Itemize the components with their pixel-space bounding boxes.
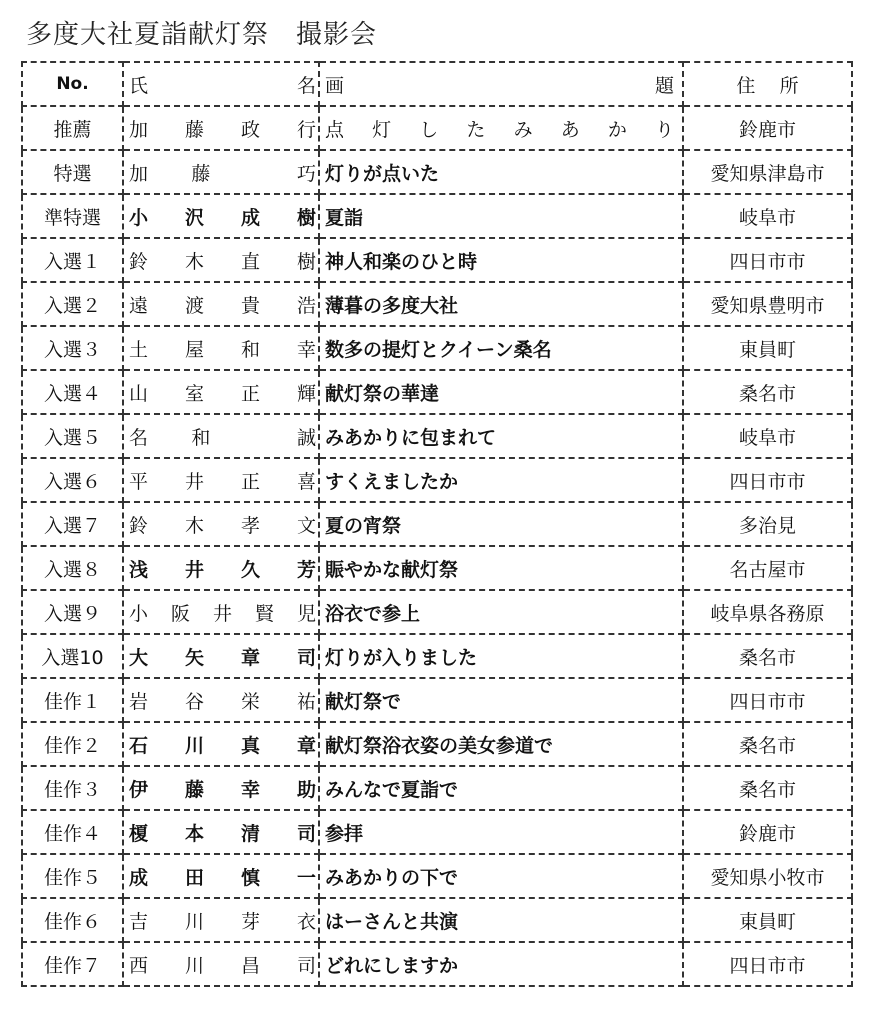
award-rank: 佳作６ xyxy=(22,898,123,942)
name-char: 和 xyxy=(191,426,211,449)
page-title: 多度大社夏詣献灯祭 撮影会 xyxy=(26,20,378,50)
results-table-body xyxy=(22,62,852,986)
name-char: 室 xyxy=(184,382,204,405)
name-char: 小 xyxy=(129,602,149,625)
award-rank: 佳作１ xyxy=(22,678,123,722)
name-char: 司 xyxy=(296,646,316,669)
header-address-part: 住 xyxy=(736,74,756,97)
name-char: 矢 xyxy=(184,646,204,669)
photographer-name xyxy=(123,194,319,238)
name-char: 大 xyxy=(129,646,149,669)
name-char: 榎 xyxy=(129,822,149,845)
table-row xyxy=(22,194,852,238)
name-char: 浅 xyxy=(129,558,149,581)
photo-title: どれにしますか xyxy=(319,942,683,986)
name-char: 山 xyxy=(129,382,149,405)
table-row xyxy=(22,590,852,634)
name-char: 清 xyxy=(240,822,260,845)
photo-title: 神人和楽のひと時 xyxy=(319,238,683,282)
name-char: 川 xyxy=(184,910,204,933)
table-row xyxy=(22,414,852,458)
photo-title: はーさんと共演 xyxy=(319,898,683,942)
name-char: 井 xyxy=(184,558,204,581)
table-row xyxy=(22,854,852,898)
table-row xyxy=(22,370,852,414)
address: 四日市市 xyxy=(683,458,852,502)
header-name-part: 名 xyxy=(296,74,316,97)
name-char: 川 xyxy=(184,734,204,757)
photographer-name xyxy=(123,546,319,590)
photographer-name xyxy=(123,458,319,502)
photographer-name xyxy=(123,106,319,150)
table-row xyxy=(22,458,852,502)
name-char: 喜 xyxy=(296,470,316,493)
name-char: 司 xyxy=(296,954,316,977)
name-char: 賢 xyxy=(254,602,274,625)
name-char: 芽 xyxy=(240,910,260,933)
table-row xyxy=(22,326,852,370)
photo-title: 参拝 xyxy=(319,810,683,854)
name-char: 名 xyxy=(129,426,149,449)
table-row xyxy=(22,810,852,854)
table-row xyxy=(22,502,852,546)
name-char: 衣 xyxy=(296,910,316,933)
name-char: 藤 xyxy=(184,778,204,801)
address: 桑名市 xyxy=(683,766,852,810)
award-rank: 佳作４ xyxy=(22,810,123,854)
name-char: 栄 xyxy=(240,690,260,713)
name-char: 吉 xyxy=(129,910,149,933)
name-char: 木 xyxy=(184,514,204,537)
name-char: 直 xyxy=(240,250,260,273)
header-name xyxy=(123,62,319,106)
table-row xyxy=(22,898,852,942)
name-char: 阪 xyxy=(170,602,190,625)
name-char: 樹 xyxy=(296,250,316,273)
photo-title: 夏の宵祭 xyxy=(319,502,683,546)
name-char: 一 xyxy=(296,866,316,889)
photo-title: 献灯祭で xyxy=(319,678,683,722)
award-rank: 入選５ xyxy=(22,414,123,458)
name-char: 幸 xyxy=(240,778,260,801)
photographer-name xyxy=(123,722,319,766)
name-char: 岩 xyxy=(129,690,149,713)
title-char: 灯 xyxy=(372,118,392,141)
header-no: No. xyxy=(22,62,123,106)
photo-title-text xyxy=(325,115,674,142)
award-rank: 準特選 xyxy=(22,194,123,238)
award-rank: 入選２ xyxy=(22,282,123,326)
name-char: 昌 xyxy=(240,954,260,977)
address: 愛知県津島市 xyxy=(683,150,852,194)
award-rank: 特選 xyxy=(22,150,123,194)
award-rank: 佳作３ xyxy=(22,766,123,810)
title-char: し xyxy=(419,118,439,141)
award-rank: 入選４ xyxy=(22,370,123,414)
award-rank: 入選７ xyxy=(22,502,123,546)
address: 岐阜市 xyxy=(683,414,852,458)
header-address-part: 所 xyxy=(779,74,799,97)
name-char: 木 xyxy=(184,250,204,273)
table-row xyxy=(22,766,852,810)
name-char: 樹 xyxy=(296,206,316,229)
photographer-name xyxy=(123,854,319,898)
name-char: 巧 xyxy=(296,162,316,185)
photographer-name xyxy=(123,502,319,546)
address: 桑名市 xyxy=(683,370,852,414)
address: 愛知県小牧市 xyxy=(683,854,852,898)
name-char: 輝 xyxy=(296,382,316,405)
name-char: 成 xyxy=(240,206,260,229)
name-char: 本 xyxy=(184,822,204,845)
address: 岐阜市 xyxy=(683,194,852,238)
title-char: り xyxy=(654,118,674,141)
name-char: 孝 xyxy=(240,514,260,537)
name-char: 渡 xyxy=(184,294,204,317)
name-char: 土 xyxy=(129,338,149,361)
address: 四日市市 xyxy=(683,942,852,986)
award-rank: 入選９ xyxy=(22,590,123,634)
photographer-name xyxy=(123,326,319,370)
name-char: 誠 xyxy=(296,426,316,449)
name-char: 児 xyxy=(296,602,316,625)
title-char: あ xyxy=(560,118,580,141)
title-char: か xyxy=(607,118,627,141)
table-row xyxy=(22,282,852,326)
table-row xyxy=(22,238,852,282)
table-header-row xyxy=(22,62,852,106)
photo-title: すくえましたか xyxy=(319,458,683,502)
name-char: 幸 xyxy=(296,338,316,361)
table-row xyxy=(22,722,852,766)
title-char: み xyxy=(513,118,533,141)
photo-title: みんなで夏詣で xyxy=(319,766,683,810)
name-char: 行 xyxy=(296,118,316,141)
award-rank: 入選10 xyxy=(22,634,123,678)
name-char: 石 xyxy=(129,734,149,757)
table-row xyxy=(22,106,852,150)
photographer-name xyxy=(123,766,319,810)
photo-title: 賑やかな献灯祭 xyxy=(319,546,683,590)
name-char: 慎 xyxy=(240,866,260,889)
name-char: 久 xyxy=(240,558,260,581)
name-char: 章 xyxy=(296,734,316,757)
name-char: 伊 xyxy=(129,778,149,801)
photo-title: 献灯祭浴衣姿の美女参道で xyxy=(319,722,683,766)
photographer-name xyxy=(123,238,319,282)
table-row xyxy=(22,150,852,194)
photo-title: みあかりに包まれて xyxy=(319,414,683,458)
award-rank: 佳作７ xyxy=(22,942,123,986)
award-rank: 入選８ xyxy=(22,546,123,590)
photographer-name xyxy=(123,414,319,458)
name-char: 藤 xyxy=(184,118,204,141)
name-char: 井 xyxy=(184,470,204,493)
award-rank: 佳作２ xyxy=(22,722,123,766)
award-rank: 入選３ xyxy=(22,326,123,370)
name-char: 川 xyxy=(184,954,204,977)
name-char: 政 xyxy=(240,118,260,141)
photo-title: 薄暮の多度大社 xyxy=(319,282,683,326)
photographer-name xyxy=(123,678,319,722)
name-char: 井 xyxy=(212,602,232,625)
photographer-name xyxy=(123,282,319,326)
address: 岐阜県各務原 xyxy=(683,590,852,634)
photographer-name xyxy=(123,898,319,942)
photographer-name xyxy=(123,150,319,194)
name-char: 遠 xyxy=(129,294,149,317)
title-char: 点 xyxy=(325,118,345,141)
address: 桑名市 xyxy=(683,634,852,678)
header-title-part: 題 xyxy=(654,74,674,97)
name-char: 真 xyxy=(240,734,260,757)
photo-title: みあかりの下で xyxy=(319,854,683,898)
address: 桑名市 xyxy=(683,722,852,766)
address: 四日市市 xyxy=(683,678,852,722)
address: 鈴鹿市 xyxy=(683,106,852,150)
photo-title: 灯りが入りました xyxy=(319,634,683,678)
photographer-name xyxy=(123,810,319,854)
address: 四日市市 xyxy=(683,238,852,282)
photographer-name xyxy=(123,370,319,414)
photographer-name xyxy=(123,590,319,634)
name-char: 成 xyxy=(129,866,149,889)
photo-title: 灯りが点いた xyxy=(319,150,683,194)
table-row xyxy=(22,634,852,678)
header-address xyxy=(683,62,852,106)
photographer-name xyxy=(123,942,319,986)
photo-title: 浴衣で参上 xyxy=(319,590,683,634)
name-char: 貴 xyxy=(240,294,260,317)
title-char: た xyxy=(466,118,486,141)
name-char: 谷 xyxy=(184,690,204,713)
results-table xyxy=(21,61,853,987)
name-char: 正 xyxy=(240,470,260,493)
name-char: 和 xyxy=(240,338,260,361)
name-char: 鈴 xyxy=(129,250,149,273)
award-rank: 推薦 xyxy=(22,106,123,150)
address: 名古屋市 xyxy=(683,546,852,590)
table-row xyxy=(22,942,852,986)
photo-title xyxy=(319,106,683,150)
name-char: 加 xyxy=(129,118,149,141)
name-char: 文 xyxy=(296,514,316,537)
name-char: 平 xyxy=(129,470,149,493)
name-char: 加 xyxy=(129,162,149,185)
name-char: 小 xyxy=(129,206,149,229)
address: 鈴鹿市 xyxy=(683,810,852,854)
address: 東員町 xyxy=(683,898,852,942)
photo-title: 献灯祭の華達 xyxy=(319,370,683,414)
award-rank: 入選６ xyxy=(22,458,123,502)
table-row xyxy=(22,546,852,590)
photo-title: 数多の提灯とクイーン桑名 xyxy=(319,326,683,370)
name-char: 田 xyxy=(184,866,204,889)
award-rank: 佳作５ xyxy=(22,854,123,898)
name-char: 助 xyxy=(296,778,316,801)
award-rank: 入選１ xyxy=(22,238,123,282)
photographer-name xyxy=(123,634,319,678)
name-char: 司 xyxy=(296,822,316,845)
name-char: 章 xyxy=(240,646,260,669)
header-title xyxy=(319,62,683,106)
name-char: 藤 xyxy=(191,162,211,185)
name-char: 祐 xyxy=(296,690,316,713)
photo-title: 夏詣 xyxy=(319,194,683,238)
name-char: 沢 xyxy=(184,206,204,229)
address: 東員町 xyxy=(683,326,852,370)
name-char: 鈴 xyxy=(129,514,149,537)
header-title-part: 画 xyxy=(325,74,345,97)
table-row xyxy=(22,678,852,722)
name-char: 西 xyxy=(129,954,149,977)
name-char: 正 xyxy=(240,382,260,405)
header-name-part: 氏 xyxy=(129,74,149,97)
name-char: 芳 xyxy=(296,558,316,581)
name-char: 屋 xyxy=(184,338,204,361)
name-char: 浩 xyxy=(296,294,316,317)
address: 愛知県豊明市 xyxy=(683,282,852,326)
address: 多治見 xyxy=(683,502,852,546)
